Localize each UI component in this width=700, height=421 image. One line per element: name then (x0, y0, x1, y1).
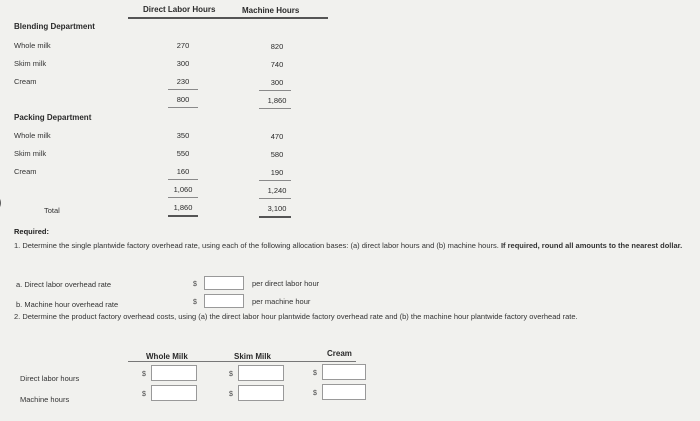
required-heading: Required: (14, 227, 50, 236)
question-1-text: 1. Determine the single plantwide factory overhead rate, using each of the following allocation bases: (a) direct labor hours and (b) machine hours. (14, 241, 499, 250)
currency-symbol: $ (193, 299, 197, 306)
blending-row-label: Skim milk (14, 59, 47, 68)
currency-symbol: $ (229, 391, 233, 398)
packing-row-dlh: 160 (176, 167, 190, 176)
col-header-whole-milk: Whole Milk (146, 352, 188, 361)
currency-symbol: $ (142, 371, 146, 378)
packing-row-mh: 190 (270, 168, 284, 177)
rate-b-label: b. Machine hour overhead rate (16, 300, 119, 309)
skim-milk-dlh-cost-input[interactable] (238, 365, 284, 381)
currency-symbol: $ (313, 390, 317, 397)
header-divider (128, 17, 328, 19)
question-1-rounding-note: If required, round all amounts to the nearest dollar. (500, 241, 683, 250)
packing-row-mh: 580 (270, 150, 284, 159)
question-1 (14, 240, 690, 252)
blending-total-mh: 1,860 (267, 96, 287, 105)
cream-dlh-cost-input[interactable] (322, 364, 366, 380)
blending-row-dlh: 300 (176, 59, 190, 68)
skim-milk-mh-cost-input[interactable] (238, 385, 284, 401)
rate-a-label: a. Direct labor overhead rate (16, 280, 112, 289)
blending-row-mh: 740 (270, 60, 284, 69)
packing-row-label: Cream (14, 167, 37, 176)
blending-row-label: Whole milk (14, 41, 51, 50)
packing-title: Packing Department (14, 113, 92, 122)
currency-symbol: $ (313, 370, 317, 377)
subtotal-rule (259, 198, 291, 199)
total-double-rule (259, 216, 291, 218)
packing-row-mh: 470 (270, 132, 284, 141)
packing-row-label: Whole milk (14, 131, 51, 140)
product-header-rule (128, 361, 356, 362)
cream-mh-cost-input[interactable] (322, 384, 366, 400)
direct-labor-rate-input[interactable] (204, 276, 244, 290)
col-header-cream: Cream (327, 349, 352, 358)
col-header-direct-labor-hours: Direct Labor Hours (143, 5, 216, 14)
subtotal-rule (259, 108, 291, 109)
total-label: Total (44, 206, 60, 215)
blending-row-mh: 300 (270, 78, 284, 87)
row-label-direct-labor-hours: Direct labor hours (20, 374, 80, 383)
total-dlh: 1,860 (173, 203, 193, 212)
packing-row-dlh: 350 (176, 131, 190, 140)
subtotal-rule (168, 89, 198, 90)
blending-row-dlh: 270 (176, 41, 190, 50)
subtotal-rule (168, 197, 198, 198)
blending-total-dlh: 800 (176, 95, 190, 104)
whole-milk-dlh-cost-input[interactable] (151, 365, 197, 381)
packing-row-label: Skim milk (14, 149, 47, 158)
currency-symbol: $ (193, 281, 197, 288)
currency-symbol: $ (142, 391, 146, 398)
subtotal-rule (168, 179, 198, 180)
col-header-skim-milk: Skim Milk (234, 352, 271, 361)
subtotal-rule (259, 90, 291, 91)
rate-a-unit: per direct labor hour (252, 279, 320, 288)
subtotal-rule (168, 107, 198, 108)
packing-total-dlh: 1,060 (173, 185, 193, 194)
packing-total-mh: 1,240 (267, 186, 287, 195)
whole-milk-mh-cost-input[interactable] (151, 385, 197, 401)
total-mh: 3,100 (267, 204, 287, 213)
blending-title: Blending Department (14, 22, 95, 31)
currency-symbol: $ (229, 371, 233, 378)
back-arrow-icon[interactable] (0, 191, 8, 215)
row-label-machine-hours: Machine hours (20, 395, 70, 404)
col-header-machine-hours: Machine Hours (242, 6, 300, 15)
total-double-rule (168, 215, 198, 217)
packing-row-dlh: 550 (176, 149, 190, 158)
blending-row-mh: 820 (270, 42, 284, 51)
subtotal-rule (259, 180, 291, 181)
blending-row-dlh: 230 (176, 77, 190, 86)
blending-row-label: Cream (14, 77, 37, 86)
machine-hour-rate-input[interactable] (204, 294, 244, 308)
question-2: 2. Determine the product factory overhead costs, using (a) the direct labor hour plantwide factory overhead rate and (b) the machine hour plantwide factory overhead rate. (14, 312, 578, 321)
rate-b-unit: per machine hour (252, 297, 311, 306)
